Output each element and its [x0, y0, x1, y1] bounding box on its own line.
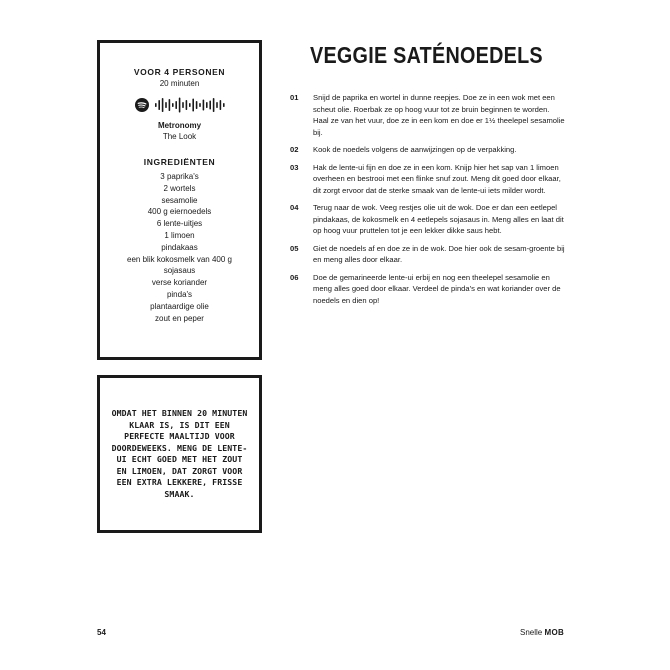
step-text: Hak de lente-ui fijn en doe ze in een kom. Knijp hier het sap van 1 limoen overheen en bestrooi met een flinke snuf zout. Meng dit goed door elkaar, dit zorgt ervoor dat de sterke smaak van de lente-ui iets milder wordt.: [313, 162, 561, 195]
song-title: Metronomy: [157, 121, 202, 130]
ingredient-item: 6 lente-uitjes: [156, 219, 203, 229]
recipe-title: VEGGIE SATÉNOEDELS: [310, 42, 543, 68]
recipe-step: [290, 243, 565, 266]
ingredient-item: zout en peper: [155, 313, 204, 323]
recipe-step: [290, 162, 565, 197]
ingredient-item: 3 paprika's: [160, 172, 199, 181]
recipe-step: [290, 272, 565, 307]
step-text: Kook de noedels volgens de aanwijzingen op de verpakking.: [313, 145, 517, 154]
page-number: 54: [97, 628, 106, 637]
cooking-time: 20 minuten: [159, 79, 200, 88]
spotify-code[interactable]: [100, 97, 259, 113]
ingredients-heading: INGREDIËNTEN: [143, 157, 216, 167]
spotify-barcode: [155, 97, 225, 113]
tip-text: OMDAT HET BINNEN 20 MINUTEN KLAAR IS, IS DIT EEN PERFECTE MAALTIJD VOOR DOORDEWEEKS. MENG DE LENTE-UI ECHT GOED MET HET ZOUT EN LIMOEN, DAT ZORGT VOOR EEN EXTRA LEKKERE, FRISSE SMAAK.: [111, 408, 248, 499]
step-number: 02: [290, 145, 299, 154]
ingredient-item: verse koriander: [151, 278, 208, 288]
ingredient-item: pindakaas: [161, 242, 198, 252]
song-artist: The Look: [162, 132, 197, 141]
footer-brand-bold: MOB: [544, 628, 565, 637]
ingredient-item: 2 wortels: [163, 183, 196, 193]
ingredients-list: [100, 171, 259, 324]
servings-label: VOOR 4 PERSONEN: [133, 67, 226, 77]
step-text: Giet de noedels af en doe ze in de wok. Doe hier ook de sesam-groente bij en meng alles door elkaar.: [313, 243, 565, 264]
ingredient-item: pinda's: [166, 289, 193, 299]
tip-box: [97, 375, 262, 533]
recipe-step: [290, 92, 565, 138]
ingredient-item: 1 limoen: [164, 230, 195, 240]
spotify-icon: [135, 98, 149, 112]
recipe-steps: [290, 92, 565, 312]
step-text: Terug naar de wok. Veeg restjes olie uit de wok. Doe er dan een eetlepel pindakaas, de kokosmelk en 4 eetlepels sojasaus in. Meng alles en laat dit op hoog vuur pruttelen tot je een lekker dikke saus hebt.: [313, 203, 564, 235]
recipe-info-box: [97, 40, 262, 360]
ingredient-item: plantaardige olie: [150, 301, 209, 311]
footer-brand-light: Snelle: [520, 628, 543, 637]
step-text: Doe de gemarineerde lente-ui erbij en nog een theelepel sesamolie en meng alles goed door elkaar. Verdeel de pinda's en wat koriander over de noedels en dien op!: [313, 272, 561, 305]
step-number: 05: [290, 243, 299, 253]
step-number: 01: [290, 93, 299, 102]
step-number: 06: [290, 272, 299, 282]
step-number: 03: [290, 162, 299, 172]
ingredient-item: een blik kokosmelk van 400 g: [127, 254, 232, 264]
ingredient-item: sesamolie: [161, 195, 198, 205]
recipe-step: [290, 202, 565, 237]
step-number: 04: [290, 203, 299, 212]
recipe-step: [290, 144, 565, 156]
ingredient-item: sojasaus: [163, 266, 196, 276]
ingredient-item: 400 g eiernoedels: [147, 207, 212, 217]
footer-brand: [520, 628, 564, 637]
step-text: Snijd de paprika en wortel in dunne reepjes. Doe ze in een wok met een scheut olie. Roerbak ze op hoog vuur tot ze bruin beginnen te worden. Haal ze van het vuur, doe ze in een kom en doe er 1½ theelepel sesamolie bij.: [313, 93, 565, 137]
